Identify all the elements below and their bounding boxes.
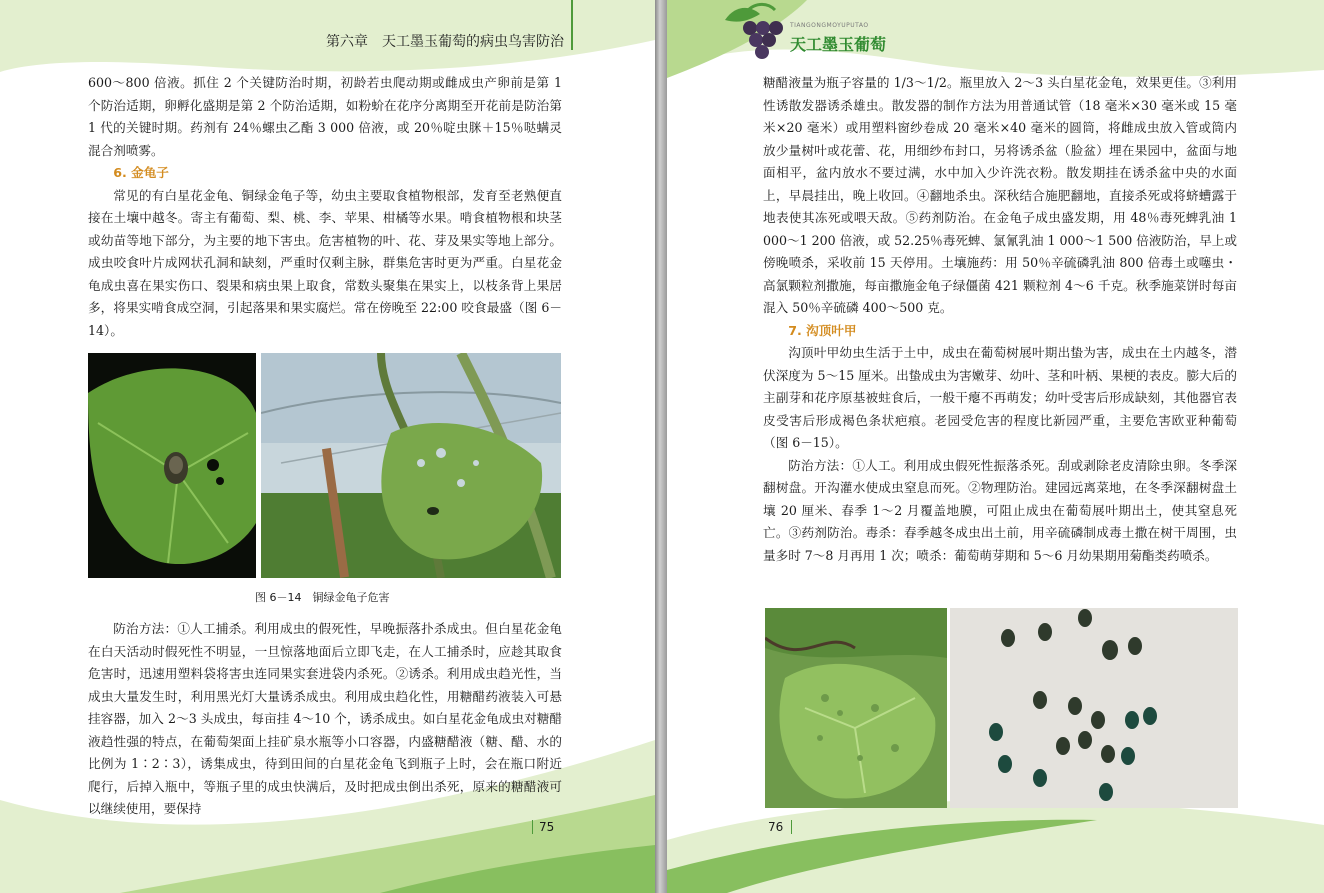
paragraph: 防治方法：①人工捕杀。利用成虫的假死性，早晚振落扑杀成虫。但白星花金龟在白天活动时假死性不明显，一旦惊落地面后立即飞走，在人工捕杀时，应趁其取食危害时，迅速用塑料袋将害虫连同果实套进袋内杀死。②诱杀。利用成虫趋光性，当成虫大量发生时，利用黑光灯大量诱杀成虫。利用成虫趋化性，用糖醋药液装入可悬挂容器，加入 2～3 头成虫，每亩挂 4～10 个，诱杀成虫。如白星花金龟成虫对糖醋液趋性强的特点，在葡萄架面上挂矿泉水瓶等小口容器，内盛糖醋液（糖、醋、水的比例为 1∶2∶3），诱集成虫，待到田间的白星花金龟飞到瓶子上时，会在瓶口附近爬行，后掉入瓶中，等瓶子里的成虫快满后，及时把成虫倒出杀死，原来的糖醋液可以继续使用，要保持 bbox=[88, 621, 562, 816]
book-spine bbox=[655, 0, 667, 893]
figure-photo-damaged-vine bbox=[261, 353, 561, 578]
logo-title: 天工墨玉葡萄 bbox=[790, 35, 887, 54]
right-body-top bbox=[763, 72, 1237, 567]
paragraph: 沟顶叶甲幼虫生活于土中，成虫在葡萄树展叶期出蛰为害，成虫在土内越冬，潜伏深度为 5～15 厘米。出蛰成虫为害嫩芽、幼叶、茎和叶柄、果梗的表皮。膨大后的主副芽和花序原基被蛀食后，一般干瘪不再萌发；幼叶受害后形成缺刻，其他器官表皮受害后形成褐色条状疤痕。老园受危害的程度比新园严重，主要危害欧亚种葡萄（图 6－15）。 bbox=[763, 345, 1237, 450]
paragraph: 600～800 倍液。抓住 2 个关键防治时期，初龄若虫爬动期或雌成虫产卵前是第 1 个防治适期，卵孵化盛期是第 2 个防治适期，如粉蚧在花序分离期至开花前是防治第 1 代的关键时期。药剂有 24％螺虫乙酯 3 000 倍液，或 20％啶虫脒＋15％哒螨灵混合剂喷雾。 bbox=[88, 75, 562, 158]
paragraph: 防治方法：①人工。利用成虫假死性振落杀死。刮或剥除老皮清除虫卵。冬季深翻树盘。开沟灌水使成虫窒息而死。②物理防治。建园远离菜地，在冬季深翻树盘土壤 20 厘米、春季 1～2 月覆盖地膜，可阻止成虫在葡萄展叶期出土，使其窒息死亡。③药剂防治。毒杀：春季越冬成虫出土前，用辛硫磷制成毒土撒在树干周围，虫量多时 7～8 月再用 1 次；喷杀：葡萄萌芽期和 5～6 月幼果期用菊酯类药喷杀。 bbox=[763, 457, 1237, 563]
header-rule bbox=[571, 0, 573, 50]
figure-caption: 图 6－14 铜绿金龟子危害 bbox=[255, 591, 390, 604]
page-number: 76 bbox=[768, 820, 784, 834]
section-heading: 7. 沟顶叶甲 bbox=[788, 322, 857, 338]
section-heading: 6. 金龟子 bbox=[113, 165, 169, 180]
figure-photo-beetle-specimens bbox=[950, 608, 1238, 808]
right-page bbox=[667, 0, 1324, 893]
logo-pinyin: TIANGONGMOYUPUTAO bbox=[790, 22, 869, 29]
left-page bbox=[0, 0, 655, 893]
figure-photo-leaf-damage bbox=[765, 608, 947, 808]
page-number-rule bbox=[791, 820, 792, 834]
page-number-rule bbox=[532, 820, 533, 834]
chapter-title: 第六章 天工墨玉葡萄的病虫鸟害防治 bbox=[326, 34, 564, 50]
page-number: 75 bbox=[539, 820, 555, 834]
left-body-top bbox=[88, 72, 562, 342]
figure-photo-beetle-leaf bbox=[88, 353, 256, 578]
paragraph: 常见的有白星花金龟、铜绿金龟子等，幼虫主要取食植物根部，发育至老熟便直接在土壤中越冬。寄主有葡萄、梨、桃、李、苹果、柑橘等水果。啃食植物根和块茎或幼苗等地下部分，为主要的地下害虫。危害植物的叶、花、芽及果实等地上部分。成虫咬食叶片成网状孔洞和缺刻，严重时仅剩主脉，群集危害时更为严重。白星花金龟成虫喜在果实伤口、裂果和病虫果上取食，常数头聚集在果实上，以枝条背上果居多，将果实啃食成空洞，引起落果和果实腐烂。常在傍晚至 22:00 咬食最盛（图 6－14）。 bbox=[88, 187, 562, 338]
paragraph: 糖醋液量为瓶子容量的 1/3～1/2。瓶里放入 2～3 头白星花金龟，效果更佳。③利用性诱散发器诱杀雄虫。散发器的制作方法为用普通试管（18 毫米×30 毫米或 15 毫米×20 毫米）或用塑料窗纱卷成 20 毫米×40 毫米的圆筒，将雌成虫放入管或筒内放少量树叶或花蕾、花，用细纱布封口，另将诱杀盆（脸盆）埋在果园中，盆面与地面相平，盆内放水不要过满，水中加入少许洗衣粉。散发期挂在诱杀盆中央的水面上，早晨挂出，晚上收回。④翻地杀虫。深秋结合施肥翻地，直接杀死或将蛴螬露于地表使其冻死或喂天敌。⑤药剂防治。在金龟子成虫盛发期，用 48％毒死蜱乳油 1 000～1 200 倍液，或 52.25％毒死蜱、氯氰乳油 1 000～1 500 倍液防治，早上或傍晚喷杀，采收前 15 天停用。土壤施药：用 50％辛硫磷乳油 800 倍毒土或噻虫・高氯颗粒剂撒施，每亩撒施金龟子绿僵菌 421 颗粒剂 4～6 千克。秋季施菜饼时每亩混入 50％辛硫磷 400～500 克。 bbox=[763, 75, 1237, 315]
left-body-bottom bbox=[88, 618, 562, 821]
